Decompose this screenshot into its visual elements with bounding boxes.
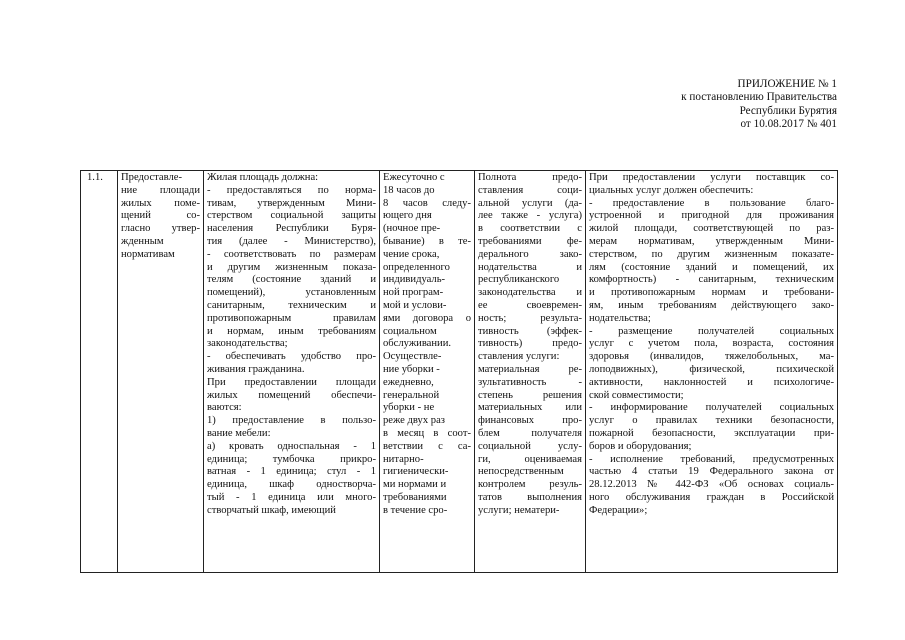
cell-text-line: тивность (эффек- — [478, 325, 582, 337]
cell-text-line: Жилая площадь должна: — [207, 172, 319, 183]
cell-text-line: определенного — [383, 261, 450, 273]
cell-text-line: мерам нормативам, утвержденным Мини- — [589, 235, 834, 247]
cell-text-line: санитарным, техническим и — [207, 299, 376, 311]
cell-text-line: единица; тумбочка прикро- — [207, 453, 376, 465]
cell-text-line: непосредственным — [478, 466, 564, 478]
appendix-date-number: от 10.08.2017 № 401 — [740, 118, 837, 131]
appendix-title: ПРИЛОЖЕНИЕ № 1 — [737, 78, 837, 90]
cell-text-line: активности, наклонностей и психологиче- — [589, 376, 834, 388]
cell-text-line: - предоставление в пользование благо- — [589, 197, 834, 209]
cell-text-line: нитарно- — [383, 453, 424, 465]
cell-text-line: - предоставляться по норма- — [207, 184, 376, 196]
cell-text-line: дерального зако- — [478, 248, 582, 260]
cell-text-line: социальном — [383, 325, 437, 337]
cell-text-line: ватная - 1 единица; стул - 1 — [207, 466, 376, 478]
cell-text-line: - соответствовать по размерам — [207, 248, 376, 260]
cell-text-line: ветствии с са- — [383, 440, 471, 452]
cell-text-line: требованиями фе- — [478, 235, 582, 247]
cell-text-line: бывание) в те- — [383, 235, 471, 247]
cell-text-line: 8 часов следу- — [383, 197, 471, 209]
cell-text-line: уборки - не — [383, 402, 435, 414]
cell-text-line: - обеспечивать удобство про- — [207, 351, 376, 363]
cell-text-line: жилой площади, соответствующей по раз- — [589, 223, 834, 235]
cell-text-line: материальных или — [478, 402, 582, 414]
cell-text-line: в соответствии с — [478, 223, 582, 235]
cell-text-line: (ночное пре- — [383, 223, 441, 235]
cell-text-line: боров и оборудования; — [589, 440, 692, 452]
cell-text-line: ее своевремен- — [478, 299, 582, 311]
cell-text-line: комфортность) - санитарным, техническим — [589, 274, 834, 286]
cell-text-line: ской совместимости; — [589, 389, 684, 401]
cell-text-line: а) кровать односпальная - 1 — [207, 440, 376, 452]
cell-text-line: - размещение получателей социальных — [589, 325, 834, 337]
cell-text-line: реже двух раз — [383, 415, 445, 427]
cell-text-line: Осуществле- — [383, 351, 442, 363]
cell-text-line: ваются: — [207, 402, 242, 414]
cell-text-line: чение срока, — [383, 248, 440, 260]
cell-text-line: ями договора о — [383, 312, 471, 324]
cell-text-line: циальных услуг должен обеспечить: — [589, 184, 754, 196]
cell-text-line: ние площади — [121, 184, 200, 196]
cell-text-line: створчатый шкаф, имеющий — [207, 504, 336, 516]
cell-text-line: и противопожарным нормам и требовани- — [589, 287, 834, 299]
cell-text-line: Ежесуточно с — [383, 172, 445, 183]
cell-text-line: ние уборки - — [383, 363, 440, 375]
cell-text-line: татов выполнения — [478, 491, 582, 503]
cell-text-line: мой и услови- — [383, 299, 447, 311]
cell-text-line: социальной услу- — [478, 440, 582, 452]
cell-text-line: альной услуги (да- — [478, 197, 582, 209]
cell-text-line: ставления соци- — [478, 184, 582, 196]
cell-text-line: ми нормами и — [383, 479, 447, 491]
cell-text-line: тивам, утвержденным Мини- — [207, 197, 376, 209]
cell-text-line: Полнота предо- — [478, 172, 582, 183]
cell-text-line: жилых поме- — [121, 197, 200, 209]
cell-text-line: - информирование получателей социальных — [589, 402, 834, 414]
cell-text-line: и нормам, иным требованиям — [207, 325, 376, 337]
cell-text-line: зультативность - — [478, 376, 582, 388]
cell-text-line: республиканского — [478, 274, 560, 286]
cell-text-line: щений со- — [121, 210, 200, 222]
cell-text-line: тия (далее - Министерство), — [207, 235, 376, 247]
cell-text-line: живания гражданина. — [207, 363, 305, 375]
cell-text-line: 18 часов до — [383, 184, 435, 196]
cell-text-line: гласно утвер- — [121, 223, 200, 235]
cell-text-line: единица, шкаф одностворча- — [207, 479, 376, 491]
cell-text-line: 1) предоставление в пользо- — [207, 415, 376, 427]
cell-text-line: устроенной и пригодной для проживания — [589, 210, 834, 222]
cell-text-line: степень решения — [478, 389, 582, 401]
cell-text-line: Федерации»; — [589, 504, 648, 516]
cell-text-line: законодательства; — [207, 338, 288, 350]
cell-text-line: противопожарным правилам — [207, 312, 376, 324]
appendix-header — [681, 78, 837, 132]
cell-text-line: населения Республики Буря- — [207, 223, 376, 235]
appendix-republic: Республики Бурятия — [739, 104, 837, 117]
cell-text-line: блем получателя — [478, 427, 582, 439]
cell-text-line: генеральной — [383, 389, 440, 401]
service-description-cell — [204, 171, 380, 573]
cell-text-line: материальная ре- — [478, 363, 582, 375]
cell-text-line: финансовых про- — [478, 415, 582, 427]
cell-text-line: услуги; нематери- — [478, 504, 560, 516]
cell-text-line: телям (состояние зданий и — [207, 274, 376, 286]
cell-text-line: ной програм- — [383, 287, 444, 299]
cell-text-line: стерством социальной защиты — [207, 210, 376, 222]
service-name-cell — [118, 171, 204, 573]
cell-text-line: нодательства и — [478, 261, 582, 273]
services-table — [80, 170, 838, 573]
cell-text-line: ного обслуживания граждан в Российской — [589, 491, 834, 503]
row-number: 1.1. — [87, 172, 103, 183]
cell-text-line: жденным — [121, 235, 164, 247]
cell-text-line: жилых помещений обеспечи- — [207, 389, 376, 401]
cell-text-line: лее также - услуга) — [478, 210, 582, 222]
cell-text-line: в течение сро- — [383, 504, 448, 516]
cell-text-line: тивность) предо- — [478, 338, 582, 350]
cell-text-line: здоровья (инвалидов, тяжелобольных, ма- — [589, 351, 834, 363]
cell-text-line: услуг о правилах техники безопасности, — [589, 415, 834, 427]
cell-text-line: частью 4 статьи 19 Федерального закона от — [589, 466, 834, 478]
row-number-cell — [81, 171, 118, 573]
cell-text-line: лям (состояние зданий и помещений, их — [589, 261, 834, 273]
appendix-resolution-ref: к постановлению Правительства — [681, 91, 837, 104]
cell-text-line: ги, оцениваемая — [478, 453, 582, 465]
cell-text-line: ставления услуги: — [478, 351, 560, 363]
cell-text-line: Предоставле- — [121, 172, 183, 183]
cell-text-line: законодательства и — [478, 287, 582, 299]
cell-text-line: обслуживании. — [383, 338, 452, 350]
cell-text-line: нодательства; — [589, 312, 651, 324]
cell-text-line: ям, иным требованиям действующего зако- — [589, 299, 834, 311]
service-schedule-cell — [380, 171, 475, 573]
cell-text-line: нормативам — [121, 248, 175, 260]
cell-text-line: индивидуаль- — [383, 274, 446, 286]
cell-text-line: помещений), установленным — [207, 287, 376, 299]
cell-text-line: услуг с учетом пола, возраста, состояния — [589, 338, 834, 350]
table-row — [81, 171, 838, 573]
cell-text-line: лоподвижных), физической, психической — [589, 363, 834, 375]
cell-text-line: При предоставлении услуги поставщик со- — [589, 172, 834, 183]
cell-text-line: требованиями — [383, 491, 447, 503]
cell-text-line: и другим жизненным показа- — [207, 261, 376, 273]
cell-text-line: в месяц в соот- — [383, 427, 471, 439]
cell-text-line: 28.12.2013 № 442-ФЗ «Об основах социаль- — [589, 479, 834, 491]
cell-text-line: ность; результа- — [478, 312, 582, 324]
cell-text-line: контролем резуль- — [478, 479, 582, 491]
cell-text-line: При предоставлении площади — [207, 376, 376, 388]
cell-text-line: ежедневно, — [383, 376, 434, 388]
service-quality-cell — [475, 171, 586, 573]
cell-text-line: вание мебели: — [207, 427, 271, 439]
cell-text-line: пожарной безопасности, эксплуатации при- — [589, 427, 834, 439]
cell-text-line: - исполнение требований, предусмотренных — [589, 453, 834, 465]
provider-requirements-cell — [586, 171, 838, 573]
cell-text-line: ющего дня — [383, 210, 432, 222]
cell-text-line: стерством, по другим жизненным показате- — [589, 248, 834, 260]
cell-text-line: гигиенически- — [383, 466, 449, 478]
cell-text-line: тый - 1 единица или много- — [207, 491, 376, 503]
